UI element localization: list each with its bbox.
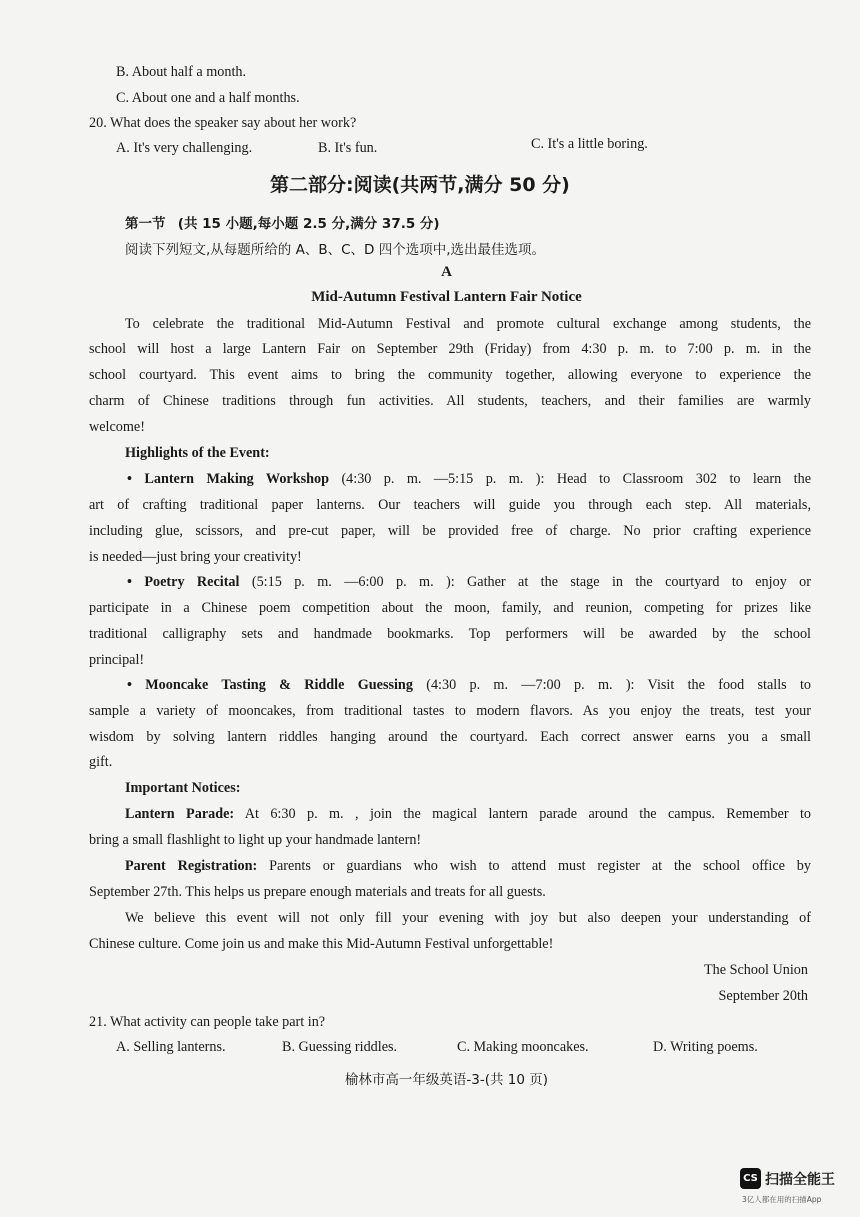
highlights-heading: Highlights of the Event: <box>125 445 270 461</box>
h3-line-2: sample a variety of mooncakes, from traditional tastes to modern flavors. As you enjoy the treats, test your <box>89 703 811 719</box>
q20-option-a: A. It's very challenging. <box>116 140 253 156</box>
h1-title: Lantern Making Workshop <box>144 471 330 487</box>
watermark-name: 扫描全能王 <box>765 1171 835 1188</box>
h1-line-1 <box>89 470 811 488</box>
camscanner-logo-icon: CS <box>740 1168 761 1189</box>
section1-label: 第一节 <box>125 216 166 232</box>
n1-line-1 <box>89 805 811 823</box>
n2-line-2: September 27th. This helps us prepare enough materials and treats for all guests. <box>89 884 546 900</box>
h3-line-1 <box>89 676 811 694</box>
p1-line-5: welcome! <box>89 419 145 435</box>
h3-time: (4:30 p. m. —7:00 p. m. ): Visit the food stalls to <box>426 677 812 693</box>
n1-line-2: bring a small flashlight to light up your handmade lantern! <box>89 832 422 848</box>
h3-line-3: wisdom by solving lantern riddles hanging around the courtyard. Each correct answer earns you a small <box>89 729 811 745</box>
passage-letter: A <box>441 264 452 280</box>
n1-title: Lantern Parade: <box>125 806 235 822</box>
h2-line-2: participate in a Chinese poem competition about the moon, family, and reunion, competing for prizes like <box>89 600 811 616</box>
h2-line-3: traditional calligraphy sets and handmade bookmarks. Top performers will be awarded by the school <box>89 626 811 642</box>
n2-title: Parent Registration: <box>125 858 258 874</box>
q21-option-b: B. Guessing riddles. <box>282 1039 398 1055</box>
h1-time: (4:30 p. m. —5:15 p. m. ): Head to Classroom 302 to learn the <box>341 471 811 487</box>
n2-text: Parents or guardians who wish to attend must register at the school office by <box>269 858 811 874</box>
q20-option-b: B. It's fun. <box>318 140 378 156</box>
notices-heading: Important Notices: <box>125 780 241 796</box>
h1-line-4: is needed—just bring your creativity! <box>89 549 302 565</box>
p1-line-2: school will host a large Lantern Fair on September 29th (Friday) from 4:30 p. m. to 7:00 p. m. in the <box>89 341 811 357</box>
page-footer: 榆林市高一年级英语-3-(共 10 页) <box>344 1072 549 1088</box>
bullet-icon: • <box>127 677 146 693</box>
prev-option-c: C. About one and a half months. <box>116 90 300 106</box>
closing-line-2: Chinese culture. Come join us and make this Mid-Autumn Festival unforgettable! <box>89 936 554 952</box>
h3-title: Mooncake Tasting & Riddle Guessing <box>145 677 413 693</box>
q21-option-c: C. Making mooncakes. <box>457 1039 589 1055</box>
q21-option-a: A. Selling lanterns. <box>116 1039 226 1055</box>
scanner-watermark <box>740 1168 835 1189</box>
q21-option-d: D. Writing poems. <box>653 1039 758 1055</box>
passage-title: Mid-Autumn Festival Lantern Fair Notice <box>311 289 582 305</box>
notice-date: September 20th <box>718 988 808 1004</box>
p1-line-4: charm of Chinese traditions through fun activities. All students, teachers, and their families are warmly <box>89 393 811 409</box>
bullet-icon: • <box>127 574 145 590</box>
h3-line-4: gift. <box>89 754 113 770</box>
h2-line-4: principal! <box>89 652 145 668</box>
section1-desc: (共 15 小题,每小题 2.5 分,满分 37.5 分) <box>177 216 440 232</box>
section1-line <box>125 212 440 232</box>
p1-line-3: school courtyard. This event aims to bring the community together, allowing everyone to experience the <box>89 367 811 383</box>
n2-line-1 <box>89 857 811 875</box>
q20-option-c: C. It's a little boring. <box>531 136 648 152</box>
watermark-tagline: 3亿人都在用的扫描App <box>742 1195 822 1204</box>
q21-stem: 21. What activity can people take part in? <box>89 1014 326 1030</box>
prev-option-b: B. About half a month. <box>116 64 247 80</box>
h1-line-3: including glue, scissors, and pre-cut paper, will be provided free of charge. No prior crafting experience <box>89 523 811 539</box>
p1-line-1: To celebrate the traditional Mid-Autumn Festival and promote cultural exchange among students, the <box>125 316 811 332</box>
section1-instruction: 阅读下列短文,从每题所给的 A、B、C、D 四个选项中,选出最佳选项。 <box>125 242 545 258</box>
bullet-icon: • <box>127 471 145 487</box>
h2-title: Poetry Recital <box>144 574 240 590</box>
signature: The School Union <box>703 962 808 978</box>
h2-line-1 <box>89 573 811 591</box>
h2-time: (5:15 p. m. —6:00 p. m. ): Gather at the stage in the courtyard to enjoy or <box>251 574 811 590</box>
part2-heading: 第二部分:阅读(共两节,满分 50 分) <box>270 174 570 196</box>
closing-line-1: We believe this event will not only fill your evening with joy but also deepen your understanding of <box>125 910 811 926</box>
h1-line-2: art of crafting traditional paper lanterns. Our teachers will guide you through each step. All materials, <box>89 497 811 513</box>
q20-stem: 20. What does the speaker say about her work? <box>89 115 357 131</box>
n1-text: At 6:30 p. m. , join the magical lantern parade around the campus. Remember to <box>244 806 811 822</box>
